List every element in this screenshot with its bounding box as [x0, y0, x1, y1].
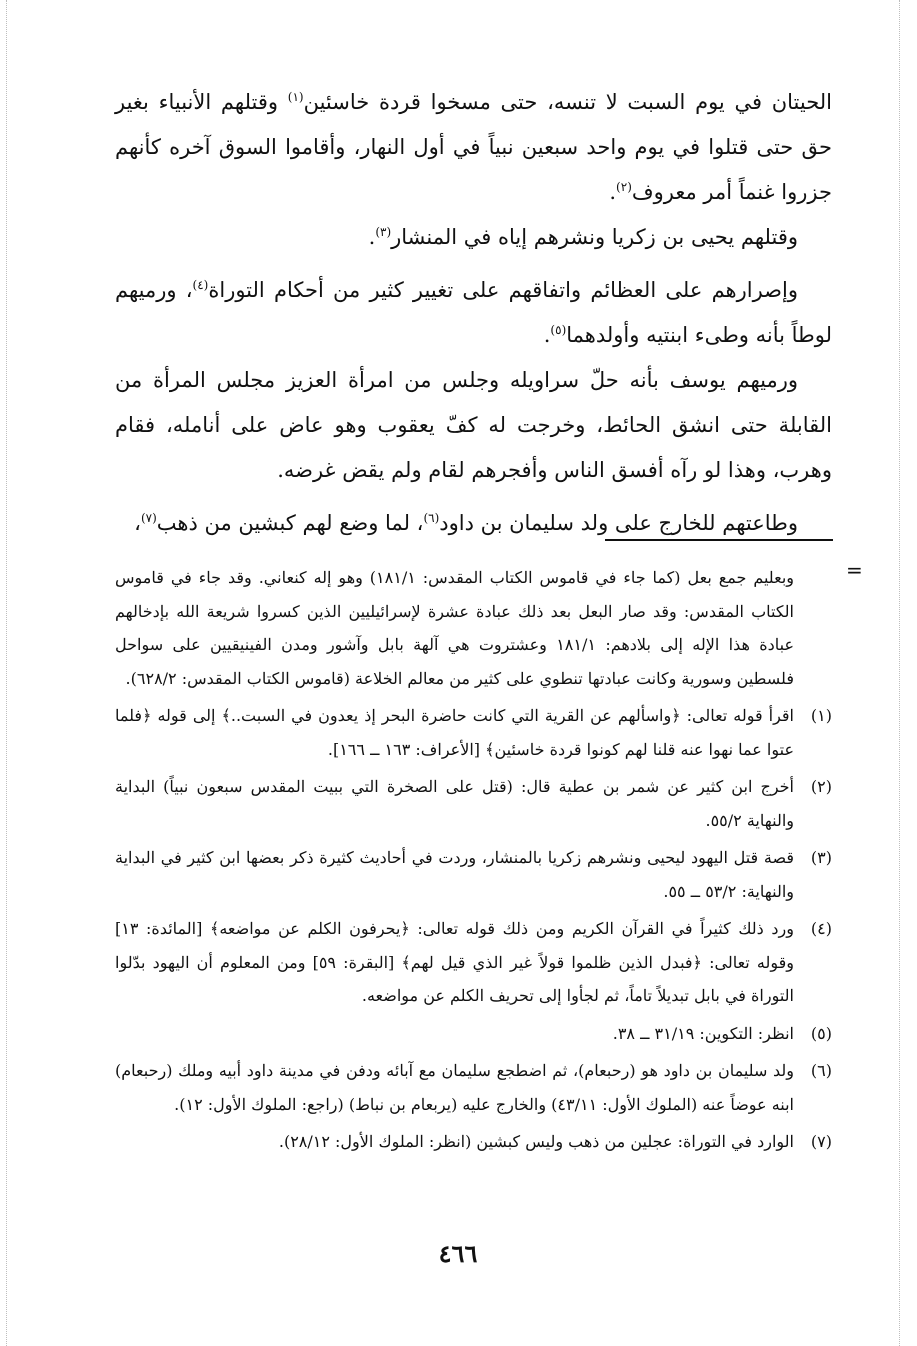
paragraph-5-text-c: ، — [134, 511, 141, 535]
footnote-number: (٢) — [810, 777, 832, 796]
footnote-ref-3: (٣) — [375, 225, 392, 239]
paragraph-3-text-c: . — [543, 323, 551, 347]
footnote-ref-2: (٢) — [616, 180, 632, 194]
footnote-ref-7: (٧) — [140, 511, 157, 525]
footnote-text: ورد ذلك كثيراً في القرآن الكريم ومن ذلك قوله تعالى: ﴿يحرفون الكلم عن مواضعه﴾ [المائدة: ١٣] وقوله تعالى: ﴿فبدل الذين ظلموا قولاً غير الذي قيل لهم﴾ [البقرة: ٥٩] ومن المعلوم أن اليهود بدّلوا التوراة في بابل تبديلاً تاماً، ثم لجأوا إلى تحريف الكلم عن مواضعه. — [115, 919, 794, 1005]
footnote-2 — [115, 770, 832, 837]
paragraph-1-text-b: وقتلهم الأنبياء بغير حق حتى قتلوا في يوم واحد سبعين نبياً في أول النهار، وأقاموا السوق آخره كأنهم جزروا غنماً أمر معروف — [115, 90, 832, 204]
paragraph-5-text-a: وطاعتهم للخارج على ولد سليمان بن داود — [439, 511, 798, 535]
footnote-text: ولد سليمان بن داود هو (رحبعام)، ثم اضطجع سليمان مع آبائه ودفن في مدينة داود أبيه وملك (رحبعام) ابنه عوضاً عنه (الملوك الأول: ٤٣/١١) والخارج عليه (يربعام بن نباط) (راجع: الملوك الأول: ١٢). — [115, 1061, 794, 1114]
footnote-text: اقرأ قوله تعالى: ﴿واسألهم عن القرية التي كانت حاضرة البحر إذ يعدون في السبت..﴾ إلى قوله ﴿فلما عتوا عما نهوا عنه قلنا لهم كونوا قردة خاسئين﴾ [الأعراف: ١٦٣ ــ ١٦٦]. — [115, 706, 794, 759]
paragraph-2-text-a: وقتلهم يحيى بن زكريا ونشرهم إياه في المنشار — [391, 225, 798, 249]
footnote-text: أخرج ابن كثير عن شمر بن عطية قال: (قتل على الصخرة التي ببيت المقدس سبعون نبياً) البداية والنهاية ٥٥/٢. — [115, 777, 794, 830]
scan-edge-right — [899, 0, 900, 1346]
footnote-number: (٥) — [810, 1023, 832, 1043]
scan-edge-left — [6, 0, 7, 1346]
footnotes — [115, 561, 832, 1163]
footnote-ref-4: (٤) — [192, 278, 209, 292]
paragraph-2-text-b: . — [368, 225, 376, 249]
paragraph-1-text-c: . — [609, 180, 617, 204]
footnote-number: (٧) — [810, 1132, 832, 1151]
footnote-ref-5: (٥) — [550, 323, 567, 337]
paragraph-1 — [115, 80, 832, 215]
footnote-number: (٤) — [810, 919, 832, 938]
page-number: ٤٦٦ — [438, 1239, 478, 1268]
footnote-5 — [115, 1017, 832, 1051]
footnote-6 — [115, 1054, 832, 1121]
paragraph-2 — [115, 215, 832, 260]
footnote-1 — [115, 699, 832, 766]
footnote-3 — [115, 841, 832, 908]
paragraph-3 — [115, 268, 832, 358]
paragraph-3-text-a: وإصرارهم على العظائم واتفاقهم على تغيير كثير من أحكام التوراة — [208, 278, 798, 302]
paragraph-5-text-b: ، لما وضع لهم كبشين من ذهب — [156, 511, 424, 535]
paragraph-1-text-a: الحيتان في يوم السبت لا تنسه، حتى مسخوا قردة خاسئين — [303, 90, 833, 114]
main-text — [115, 80, 832, 546]
footnote-number: (١) — [810, 706, 832, 725]
paragraph-3-text-b: ، ورميهم لوطاً بأنه وطىء ابنتيه وأولدهما — [115, 278, 832, 347]
paragraph-4: ورميهم يوسف بأنه حلّ سراويله وجلس من امرأة العزيز مجلس المرأة من القابلة حتى انشق الحائط، وخرجت له كفّ يعقوب وهو عاض على أنامله، فقام وهرب، وهذا لو رآه أفسق الناس وأفجرهم لقام ولم يقض غرضه. — [115, 368, 832, 482]
footnote-text: انظر: التكوين: ٣١/١٩ ــ ٣٨. — [612, 1023, 794, 1043]
footnote-ref-1: (١) — [287, 90, 304, 104]
footnote-ref-6: (٦) — [423, 511, 440, 525]
footnote-4 — [115, 912, 832, 1013]
footnote-continued: وبعليم جمع بعل (كما جاء في قاموس الكتاب المقدس: ١٨١/١) وهو إله كنعاني. وقد جاء في قاموس الكتاب المقدس: وقد صار البعل بعد ذلك عبادة عشرة لإسرائيليين الذين كسروا شريعة الله بإدخالهم عبادة هذا الإله إلى بلادهم: ١٨١/١ وعشتروت هي آلهة بابل وآشور ومدن الفينيقيين على سواحل فلسطين وسورية وكانت عبادتها تنطوي على كثير من معالم الخلاعة (قاموس الكتاب المقدس: ٦٢٨/٢). — [115, 568, 795, 688]
footnote-text: قصة قتل اليهود ليحيى ونشرهم زكريا بالمنشار، وردت في أحاديث كثيرة ذكر بعضها ابن كثير في البداية والنهاية: ٥٣/٢ ــ ٥٥. — [115, 848, 794, 901]
footnote-continuation-mark: = — [846, 558, 863, 582]
footnote-7 — [115, 1125, 832, 1159]
footnote-number: (٦) — [810, 1061, 832, 1080]
footnote-separator — [605, 539, 833, 541]
footnote-text: الوارد في التوراة: عجلين من ذهب وليس كبشين (انظر: الملوك الأول: ٢٨/١٢). — [278, 1132, 794, 1151]
footnote-number: (٣) — [810, 848, 832, 867]
